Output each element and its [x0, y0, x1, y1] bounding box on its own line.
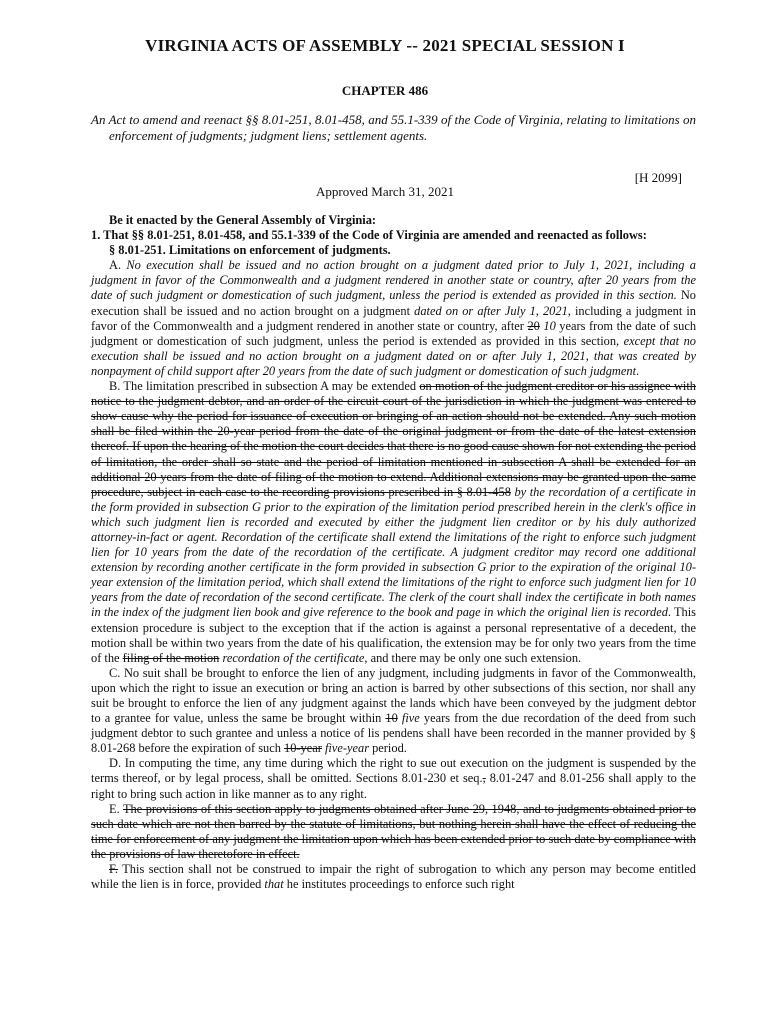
text-run: , including a judgment in favor of the Commonwealth and a judgment rendered in another state or country, after — [91, 303, 697, 333]
text-run: No execution shall be issued and no action brought on a judgment — [91, 288, 696, 318]
text-run: years from the date of such judgment or domestication of such judgment, unless the period is extended as provided in this section — [91, 318, 697, 348]
text-run: , and there may be only one such extension. — [364, 650, 582, 665]
inserted-text: No execution shall be issued and no action brought on a judgment dated prior to July 1, 2021, including a judgment in favor of the Commonwealth and a judgment rendered in another state or country, after 20 years from the date of such judgment or domestication of such judgment, unless the period is extended as provided in this section. — [91, 258, 696, 303]
chapter-heading: CHAPTER 486 — [341, 83, 429, 98]
text-run: D. In computing the time, any time during which the right to sue out execution on the judgment is suspended by the terms thereof, or by legal process, shall be omitted. Sections 8.01-230 et seq. — [91, 756, 696, 786]
section-one: 1. That §§ 8.01-251, 8.01-458, and 55.1-339 of the Code of Virginia are amended and reenacted as follows: — [91, 228, 647, 243]
paragraph-a — [91, 258, 696, 379]
inserted-text: five — [401, 711, 420, 726]
paragraph-d — [91, 756, 696, 801]
text-run: . This extension procedure is subject to the exception that if the action is against a personal representative of a decedent, the motion shall be within two years from the date of his qualification, the extension may be for only two years from the time of the — [91, 605, 696, 665]
text-run: C. No suit shall be brought to enforce the lien of any judgment, including judgments in favor of the Commonwealth, upon which the right to issue an execution or bring an action is barred by other subsections of this section, nor shall any suit be brought to enforce the lien of any judgment against the lands which have been conveyed by the judgment debtor to a grantee for value, unless the same be brought within — [91, 665, 696, 726]
section-heading: § 8.01-251. Limitations on enforcement of judgments. — [109, 243, 391, 258]
text-run: This section shall not be construed to impair the right of subrogation to which any person may become entitled while the lien is in force, provided — [91, 862, 696, 892]
document-body — [91, 213, 696, 892]
act-description: An Act to amend and reenact §§ 8.01-251, 8.01-458, and 55.1-339 of the Code of Virginia, relating to limitations on enforcement of judgments; judgment liens; settlement agents. — [91, 112, 696, 143]
text-run: he institutes proceedings to enforce such right — [283, 877, 515, 892]
inserted-text: recordation of the certificate — [222, 650, 365, 665]
text-run: 8.01-247 and 8.01-256 shall apply to the right to bring such action in like manner as to any right. — [91, 771, 696, 801]
enacting-clause: Be it enacted by the General Assembly of Virginia: — [109, 213, 377, 227]
text-run: . — [636, 363, 640, 378]
inserted-text: , except that no execution shall be issued and no action brought on a judgment dated on or after July 1, 2021, that was created by nonpayment of child support after 20 years from the date of such judgment or domestication of such judgment — [91, 333, 696, 378]
struck-text: 20 — [527, 318, 540, 333]
inserted-text: that — [264, 877, 284, 892]
approved-date: Approved March 31, 2021 — [316, 184, 454, 199]
paragraph-c — [91, 666, 696, 757]
paragraph-e — [91, 802, 696, 862]
paragraph-f — [91, 862, 696, 892]
text-run: period. — [369, 741, 407, 756]
document-title: VIRGINIA ACTS OF ASSEMBLY -- 2021 SPECIAL SESSION I — [145, 36, 625, 55]
struck-text: The provisions of this section apply to judgments obtained after June 29, 1948, and to judgments obtained prior to such date which are not then barred by the statute of limitations, but nothing herein shall have the effect of reducing the time for enforcement of any judgment the limitation upon which has been extended prior to such date by compliance with the provisions of law theretofore in effect. — [91, 801, 696, 861]
struck-text: 10-year — [284, 741, 322, 756]
paragraph-b — [91, 379, 696, 666]
struck-text: filing of the motion — [122, 650, 220, 665]
struck-text: 10 — [385, 711, 398, 726]
text-run: E. — [109, 801, 123, 816]
inserted-text: by the recordation of a certificate in the form provided in subsection G prior to the expiration of the limitation period prescribed herein in the clerk's office in which such judgment lien is recorded and executed by either the judgment lien creditor or by his duly authorized attorney-in-fact or agent. Recordation of the certificate shall extend the limitations of the right to enforce such judgment lien for 10 years from the date of the recordation of the certificate. A judgment creditor may record one additional extension by recording another certificate in the form provided in subsection G prior to the expiration of the original 10-year extension of the limitation period, which shall extend the limitations of the right to enforce such judgment lien for 10 years from the date of recordation of the second certificate. The clerk of the court shall index the certificate in both names in the index of the judgment lien book and give reference to the book and page in which the original lien is recorded — [91, 484, 696, 620]
text-run: years from the due recordation of the deed from such judgment debtor to such grantee and unless a notice of lis pendens shall have been recorded in the manner provided by § 8.01-268 before the expiration of such — [91, 711, 696, 756]
text-run: A. — [109, 258, 127, 273]
inserted-text: five-year — [324, 741, 370, 756]
bill-number: [H 2099] — [634, 170, 682, 185]
struck-text: , — [482, 771, 486, 786]
struck-text: on motion of the judgment creditor or his assignee with notice to the judgment debtor, and an order of the circuit court of the jurisdiction in which the judgment was entered to show cause why the period for issuance of execution or bringing of an action should not be extended. Any such motion shall be filed within the 20-year period from the date of the original judgment or from the date of the latest extension thereof. If upon the hearing of the motion the court decides that there is no good cause shown for not extending the period of limitation, the order shall so state and the period of limitation mentioned in subsection A shall be extended for an additional 20 years from the date of filing of the motion to extend. Additional extensions may be granted upon the same procedure, subject in each case to the recording provisions prescribed in § 8.01-458 — [91, 379, 696, 499]
struck-text: F. — [109, 862, 118, 877]
inserted-text: dated on or after July 1, 2021 — [414, 303, 568, 318]
inserted-text: 10 — [543, 318, 556, 333]
text-run: B. The limitation prescribed in subsection A may be extended — [109, 379, 420, 394]
